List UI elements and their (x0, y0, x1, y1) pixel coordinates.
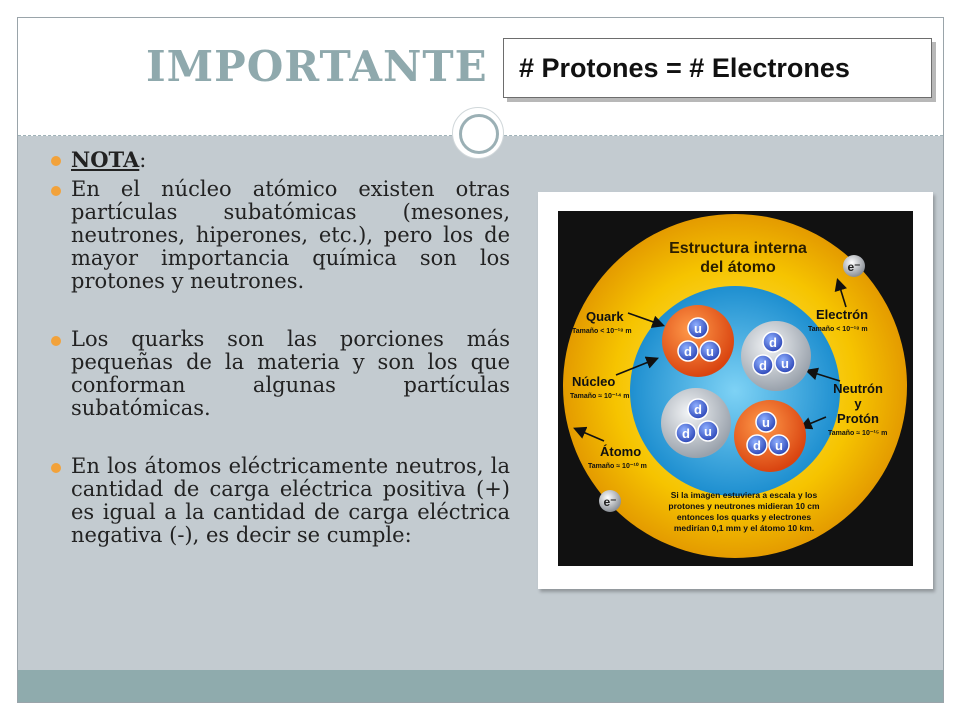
label-atomo-size: Tamaño ≈ 10⁻¹⁰ m (588, 463, 647, 470)
electron-bottom (599, 490, 621, 512)
label-nucleo-size: Tamaño ≈ 10⁻¹⁴ m (570, 393, 630, 400)
label-nucleo: Núcleo (572, 374, 616, 389)
atom-structure-diagram (558, 211, 913, 566)
equation-callout (503, 38, 932, 98)
label-neutron-size: Tamaño ≈ 10⁻¹⁵ m (828, 430, 888, 437)
svg-text:e⁻: e⁻ (847, 260, 861, 274)
svg-text:u: u (781, 356, 789, 371)
neutron-bottom-left (661, 388, 731, 458)
bullet-dot-icon (51, 186, 61, 196)
label-atomo: Átomo (600, 444, 642, 459)
label-y: y (854, 396, 862, 411)
proton-bottom-right (734, 400, 806, 472)
footnote-line3: entonces los quarks y electrones (676, 512, 812, 522)
bullet-text: En el núcleo atómico existen otras partículas subatómicas (mesones, neutrones, hiperones, etc.), pero los de mayor importancia química son los protones y neutrones. (71, 177, 510, 293)
footnote-line2: protones y neutrones midieran 10 cm (668, 501, 820, 511)
footer-band (18, 670, 943, 703)
bullet-list (48, 148, 510, 582)
diagram-title-line2: del átomo (700, 259, 776, 276)
bullet-dot-icon (51, 336, 61, 346)
footnote-line1: Si la imagen estuviera a escala y los (670, 490, 818, 500)
atom-diagram-frame (538, 192, 933, 589)
footnote-line4: medirían 0,1 mm y el átomo 10 km. (673, 523, 815, 533)
svg-text:u: u (762, 415, 770, 430)
label-quark-size: Tamaño < 10⁻¹⁸ m (572, 328, 632, 335)
svg-text:u: u (694, 321, 702, 336)
electron-top (843, 255, 865, 277)
svg-text:d: d (753, 438, 761, 453)
neutron-top-right (741, 321, 811, 391)
bullet-dot-icon (51, 156, 61, 166)
bullet-dot-icon (51, 463, 61, 473)
electron-cloud (630, 286, 840, 496)
svg-text:d: d (682, 426, 690, 441)
svg-text:d: d (694, 402, 702, 417)
svg-text:d: d (769, 335, 777, 350)
bullet-text: Los quarks son las porciones más pequeñas de la materia y son los que conforman algunas partículas subatómicas. (71, 327, 510, 420)
label-neutron: Neutrón (833, 381, 883, 396)
bullet-quarks (48, 328, 510, 420)
slide (17, 17, 944, 703)
bullet-text: En los átomos eléctricamente neutros, la cantidad de carga eléctrica positiva (+) es igual a la cantidad de carga eléctrica negativa (-), es decir se cumple: (71, 454, 510, 547)
bullet-atomos-neutros (48, 455, 510, 547)
slide-title: IMPORTANTE (146, 42, 488, 91)
svg-text:e⁻: e⁻ (603, 495, 617, 509)
svg-text:u: u (704, 424, 712, 439)
label-proton: Protón (837, 411, 879, 426)
proton-top-left (662, 305, 734, 377)
bullet-nota (48, 148, 510, 172)
equation-text: # Protones = # Electrones (519, 52, 850, 83)
svg-text:u: u (775, 438, 783, 453)
svg-text:d: d (684, 344, 692, 359)
nota-label: NOTA (71, 147, 140, 172)
bullet-nucleo-particulas (48, 178, 510, 293)
nota-colon: : (139, 148, 147, 172)
svg-text:u: u (706, 344, 714, 359)
diagram-title-line1: Estructura interna (669, 240, 807, 257)
label-electron-size: Tamaño < 10⁻¹⁸ m (808, 326, 868, 333)
label-electron: Electrón (816, 307, 869, 322)
svg-text:d: d (759, 358, 767, 373)
label-quark: Quark (586, 309, 624, 324)
